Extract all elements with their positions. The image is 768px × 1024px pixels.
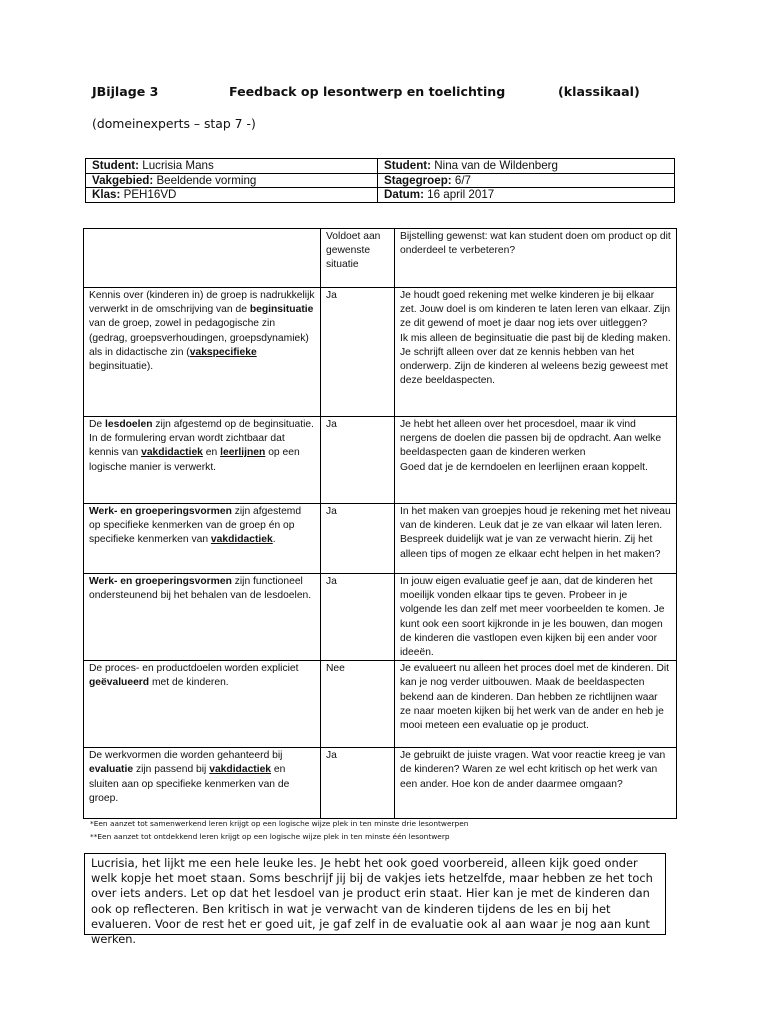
student-2-name: Nina van de Wildenberg xyxy=(434,159,558,172)
info-row-class xyxy=(86,188,675,203)
group-cell: Stagegroep: 6/7 xyxy=(378,173,675,188)
criterion-text: vakdidactiek xyxy=(209,764,272,776)
footnote-cooperative: *Een aanzet tot samenwerkend leren krijgt op een logische wijze plek in ten minste drie lesontwerpen xyxy=(90,819,469,828)
document-heading xyxy=(92,84,692,104)
feedback-cell: Je evalueert nu alleen het proces doel met de kinderen. Dit kan je nog verder uitbouwen. Maak de beeldaspecten bekend aan de kinderen. Dan hebben ze richtlijnen waar ze naar moeten kijken bij het werk van de ander en heb je mooi meteen een evaluatie op je product. xyxy=(395,661,677,748)
summary-feedback: Lucrisia, het lijkt me een hele leuke les. Je hebt het ook goed voorbereid, alleen kijk goed onder welk kopje het moet staan. Soms beschrijf jij bij de vakjes iets hetzelfde, maar hebben ze het toch over iets anders. Let op dat het lesdoel van je product erin staat. Hier kan je met de kinderen dan ook op reflecteren. Ben kritisch in wat je verwacht van de kinderen tijdens de les en bij het evalueren. Voor de rest het er goed uit, je gaf zelf in de evaluatie ook al aan waar je nog aan kunt werken. xyxy=(84,853,666,935)
criterion-text: De xyxy=(89,419,106,430)
meets-cell: Ja xyxy=(321,574,395,661)
meets-cell: Ja xyxy=(321,288,395,417)
meets-cell: Nee xyxy=(321,661,395,748)
criterion-text: Werk- en groeperingsvormen xyxy=(89,576,232,587)
info-row-students xyxy=(86,159,675,174)
document-title: Feedback op lesontwerp en toelichting xyxy=(229,84,506,99)
criteria-row xyxy=(84,574,677,661)
criterion-text: Kennis over (kinderen in) de groep is nadrukkelijk verwerkt in de omschrijving van de xyxy=(89,290,315,316)
criterion-text: geëvalueerd xyxy=(89,677,150,689)
criteria-row xyxy=(84,288,677,417)
subject-cell: Vakgebied: Beeldende vorming xyxy=(86,173,378,188)
criteria-row xyxy=(84,504,677,574)
criteria-header-criterion xyxy=(84,229,321,288)
criteria-header-meets: Voldoet aan gewenste situatie xyxy=(321,229,395,288)
criterion-cell xyxy=(84,288,321,417)
appendix-label: JBijlage 3 xyxy=(92,84,159,99)
criterion-text: en xyxy=(202,447,221,459)
criterion-text: vakdidactiek xyxy=(141,447,203,459)
footnotes xyxy=(90,818,468,843)
criterion-text: van de groep, zowel in pedagogische zin (gedrag, groepsverhoudingen, groepsdynamiek) als in didactische zin ( xyxy=(89,318,309,358)
date-cell: Datum: 16 april 2017 xyxy=(378,188,675,203)
criteria-table xyxy=(83,228,677,819)
date-value: 16 april 2017 xyxy=(427,188,495,201)
criterion-cell xyxy=(84,504,321,574)
criterion-text: lesdoelen xyxy=(105,419,153,430)
criterion-text: De proces- en productdoelen worden expliciet xyxy=(89,663,299,675)
subject-value: Beeldende vorming xyxy=(156,173,257,187)
criteria-header-row xyxy=(84,229,677,288)
criterion-cell xyxy=(84,661,321,748)
criterion-text: De werkvormen die worden gehanteerd bij xyxy=(89,750,283,762)
criterion-text: met de kinderen. xyxy=(149,677,229,689)
criterion-text: en sluiten aan op specifieke kenmerken van de groep. xyxy=(89,764,290,804)
criterion-text: zijn afgestemd op specifieke kenmerken van de groep én op specifieke kenmerken van xyxy=(89,506,302,546)
criterion-cell xyxy=(84,417,321,504)
criterion-text: leerlijnen xyxy=(220,447,266,459)
feedback-cell: In het maken van groepjes houd je rekening met het niveau van de kinderen. Leuk dat je ze van elkaar wil laten leren. Bespreek duidelijk wat je van ze verwacht hierin. Zij het alleen tips of mogen ze elkaar echt helpen in het maken? xyxy=(395,504,677,574)
criteria-row xyxy=(84,748,677,819)
meets-cell: Ja xyxy=(321,417,395,504)
criterion-text: beginsituatie). xyxy=(89,361,154,373)
criterion-text: evaluatie xyxy=(89,764,134,776)
criterion-text: op een logische manier is verwerkt. xyxy=(89,447,300,473)
criteria-row xyxy=(84,417,677,504)
feedback-cell: Je hebt het alleen over het procesdoel, maar ik vind nergens de doelen die passen bij de opdracht. Aan welke beeldaspecten gaan de kinderen werken Goed dat je de kerndoelen en leerlijnen eraan koppelt. xyxy=(395,417,677,504)
criterion-text: vakdidactiek xyxy=(210,534,273,546)
criterion-text: zijn afgestemd op de beginsituatie. In de formulering ervan wordt zichtbaar dat kennis van xyxy=(89,419,314,459)
criteria-header-feedback: Bijstelling gewenst: wat kan student doen om product op dit onderdeel te verbeteren? xyxy=(395,229,677,288)
criterion-text: beginsituatie xyxy=(249,304,314,316)
meets-cell: Ja xyxy=(321,504,395,574)
document-mode: (klassikaal) xyxy=(558,84,640,99)
criterion-cell xyxy=(84,574,321,661)
class-cell: Klas: PEH16VD xyxy=(86,188,378,203)
criterion-text: Werk- en groeperingsvormen xyxy=(89,506,232,517)
criterion-text: . xyxy=(272,534,276,546)
criteria-body xyxy=(84,288,677,819)
class-value: PEH16VD xyxy=(123,188,177,201)
meets-cell: Ja xyxy=(321,748,395,819)
student-info-table xyxy=(85,158,675,203)
info-row-subject xyxy=(86,173,675,188)
feedback-cell: In jouw eigen evaluatie geef je aan, dat de kinderen het moeilijk vonden elkaar tips te geven. Probeer in je volgende les dan zelf met meer voorbeelden te komen. Je kunt ook een soort kijkronde in je les bouwen, dan mogen de kinderen die vastlopen even kijken bij een ander voor ideeën. xyxy=(395,574,677,661)
footnote-discovery: **Een aanzet tot ontdekkend leren krijgt op een logische wijze plek in ten minste één lesontwerp xyxy=(90,831,450,841)
criterion-text: zijn passend bij xyxy=(133,764,210,776)
feedback-cell: Je gebruikt de juiste vragen. Wat voor reactie kreeg je van de kinderen? Waren ze wel echt kritisch op het werk van een ander. Hoe kon de ander daarmee omgaan? xyxy=(395,748,677,819)
student-2-cell: Student: Nina van de Wildenberg xyxy=(378,159,675,174)
criterion-text: vakspecifieke xyxy=(189,346,257,358)
student-1-name: Lucrisia Mans xyxy=(142,159,214,172)
criterion-cell xyxy=(84,748,321,819)
group-value: 6/7 xyxy=(454,173,471,187)
student-1-cell: Student: Lucrisia Mans xyxy=(86,159,378,174)
document-subtitle: (domeinexperts – stap 7 -) xyxy=(92,116,256,131)
feedback-cell: Je houdt goed rekening met welke kinderen je bij elkaar zet. Jouw doel is om kinderen te laten leren van elkaar. Zijn ze dit gewend of moet je daar nog iets over uitleggen? Ik mis alleen de beginsituatie die past bij de kleding maken. Je schrijft alleen over dat ze kennis hebben van het onderwerp. Zijn de kinderen al weleens bezig geweest met deze beeldaspecten. xyxy=(395,288,677,417)
criteria-row xyxy=(84,661,677,748)
criterion-text: zijn functioneel ondersteunend bij het behalen van de lesdoelen. xyxy=(89,576,312,602)
